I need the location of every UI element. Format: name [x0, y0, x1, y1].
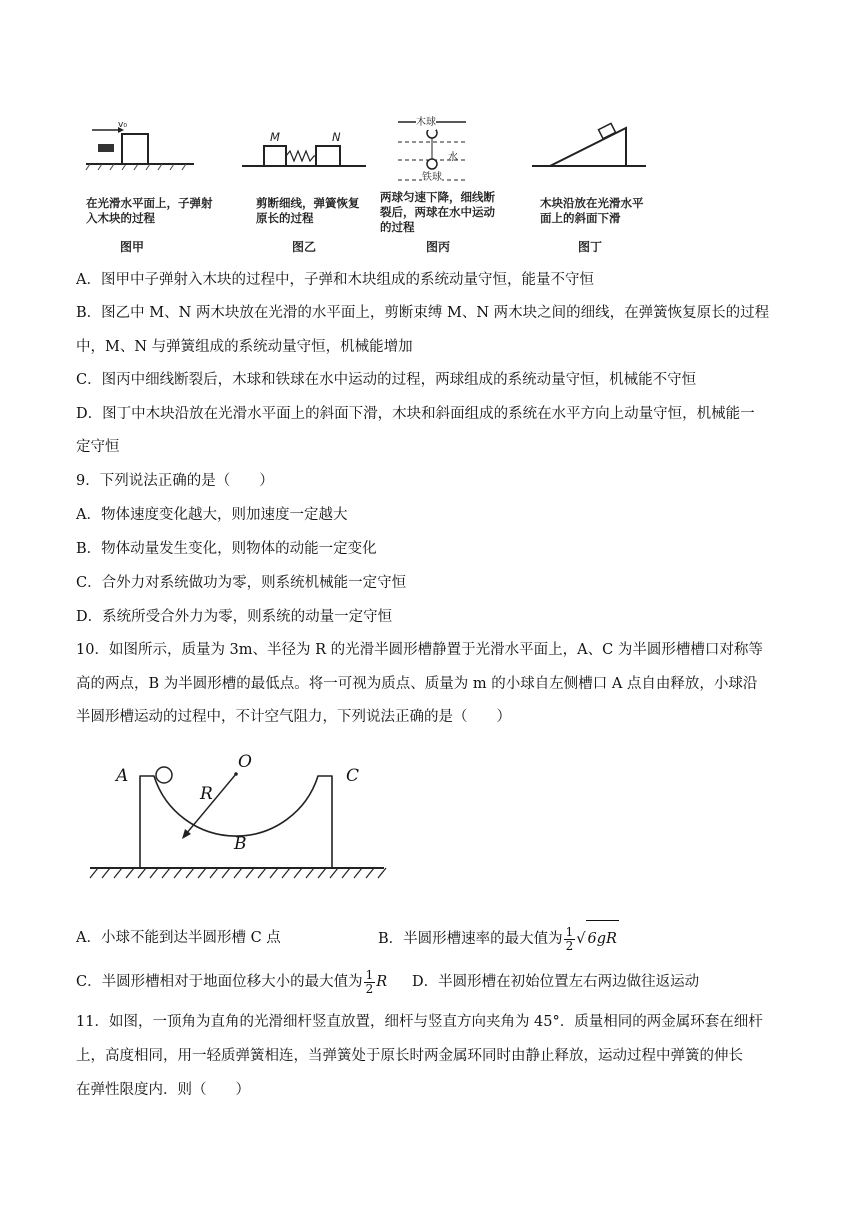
q8-option-a: A．图甲中子弹射入木块的过程中，子弹和木块组成的系统动量守恒，能量不守恒	[76, 272, 594, 288]
q10-option-b	[378, 920, 619, 957]
q10-option-d: D．半圆形槽在初始位置左右两边做往返运动	[412, 974, 700, 990]
figure-ding-label: 图丁	[578, 240, 603, 254]
q10-figure-label-a: A	[116, 766, 129, 786]
figure-bing-label: 图丙	[426, 240, 451, 254]
figure-ding-incline	[530, 118, 650, 174]
q8-option-d-line2: 定守恒	[76, 439, 120, 455]
figure-yi-caption: 剪断细线，弹簧恢复原长的过程	[256, 196, 360, 225]
figure-bing-caption: 两球匀速下降，细线断裂后，两球在水中运动的过程	[380, 190, 495, 234]
q10-option-a: A．小球不能到达半圆形槽 C 点	[76, 930, 281, 946]
q10-option-c-fraction	[364, 969, 376, 996]
q11-stem-line3: 在弹性限度内．则（ ）	[76, 1082, 250, 1098]
figure-yi-m-label: M	[270, 130, 280, 144]
figure-bing-iron-label: 铁球	[422, 172, 442, 183]
q11-stem-line2: 上，高度相同，用一轻质弹簧相连，当弹簧处于原长时两金属环同时由静止释放，运动过程中弹簧的伸长	[76, 1048, 743, 1064]
q8-option-b-line2: 中，M、N 与弹簧组成的系统动量守恒，机械能增加	[76, 339, 413, 355]
figure-ding-caption: 木块沿放在光滑水平面上的斜面下滑	[540, 196, 644, 225]
figure-yi-spring-blocks	[240, 130, 370, 180]
q9-option-d: D．系统所受合外力为零，则系统的动量一定守恒	[76, 609, 393, 625]
q9-stem: 9．下列说法正确的是（ ）	[76, 473, 274, 489]
q8-option-b-line1: B．图乙中 M、N 两木块放在光滑的水平面上，剪断束缚 M、N 两木块之间的细线，在弹簧恢复原长的过程	[76, 305, 770, 321]
figure-jia-caption: 在光滑水平面上，子弹射入木块的过程	[86, 196, 213, 225]
q8-option-d-line1: D．图丁中木块沿放在光滑水平面上的斜面下滑，木块和斜面组成的系统在水平方向上动量守恒，机械能一	[76, 406, 755, 422]
q10-figure-label-c: C	[346, 766, 360, 786]
q9-option-a: A．物体速度变化越大，则加速度一定越大	[76, 507, 348, 523]
figure-bing-wood-label: 木球	[416, 117, 436, 128]
figure-yi-n-label: N	[332, 130, 341, 144]
q10-option-b-radicand: 6gR	[586, 920, 619, 957]
q10-figure-semicircular-groove	[86, 752, 390, 892]
q10-option-c-text: C．半圆形槽相对于地面位移大小的最大值为	[76, 974, 363, 990]
q10-figure-label-b: B	[234, 834, 247, 854]
q10-option-c-denominator: 2	[365, 981, 374, 996]
q10-option-c-variable: R	[376, 974, 388, 990]
q9-option-b: B．物体动量发生变化，则物体的动能一定变化	[76, 541, 377, 557]
figure-jia-label: 图甲	[120, 240, 145, 254]
q10-stem-line1: 10．如图所示，质量为 3m、半径为 R 的光滑半圆形槽静置于光滑水平面上，A、C 为半圆形槽槽口对称等	[76, 642, 763, 658]
q10-option-c-numerator: 1	[365, 967, 374, 982]
q10-option-b-text: B．半圆形槽速率的最大值为	[378, 931, 563, 947]
q10-figure-label-o: O	[238, 752, 252, 772]
q10-option-b-fraction	[564, 926, 576, 953]
radical-sign-icon: √	[576, 931, 586, 947]
q10-stem-line2: 高的两点，B 为半圆形槽的最低点。将一可视为质点、质量为 m 的小球自左侧槽口 A 点自由释放，小球沿	[76, 676, 758, 692]
q11-stem-line1: 11．如图，一顶角为直角的光滑细杆竖直放置，细杆与竖直方向夹角为 45°．质量相同的两金属环套在细杆	[76, 1014, 763, 1030]
q10-option-b-numerator: 1	[565, 924, 574, 939]
figure-bing-water-label: 水	[448, 152, 458, 163]
figure-jia-bullet-block	[82, 116, 202, 176]
q10-option-b-denominator: 2	[565, 938, 574, 953]
q9-option-c: C．合外力对系统做功为零，则系统机械能一定守恒	[76, 575, 407, 591]
figure-yi-label: 图乙	[292, 240, 317, 254]
q8-option-c: C．图丙中细线断裂后，木球和铁球在水中运动的过程，两球组成的系统动量守恒，机械能不守恒	[76, 372, 697, 388]
figure-jia-v-label: v₀	[118, 120, 127, 130]
q10-stem-line3: 半圆形槽运动的过程中，不计空气阻力，下列说法正确的是（ ）	[76, 709, 511, 725]
q10-figure-label-r: R	[200, 784, 213, 804]
q10-option-c	[76, 964, 387, 1000]
